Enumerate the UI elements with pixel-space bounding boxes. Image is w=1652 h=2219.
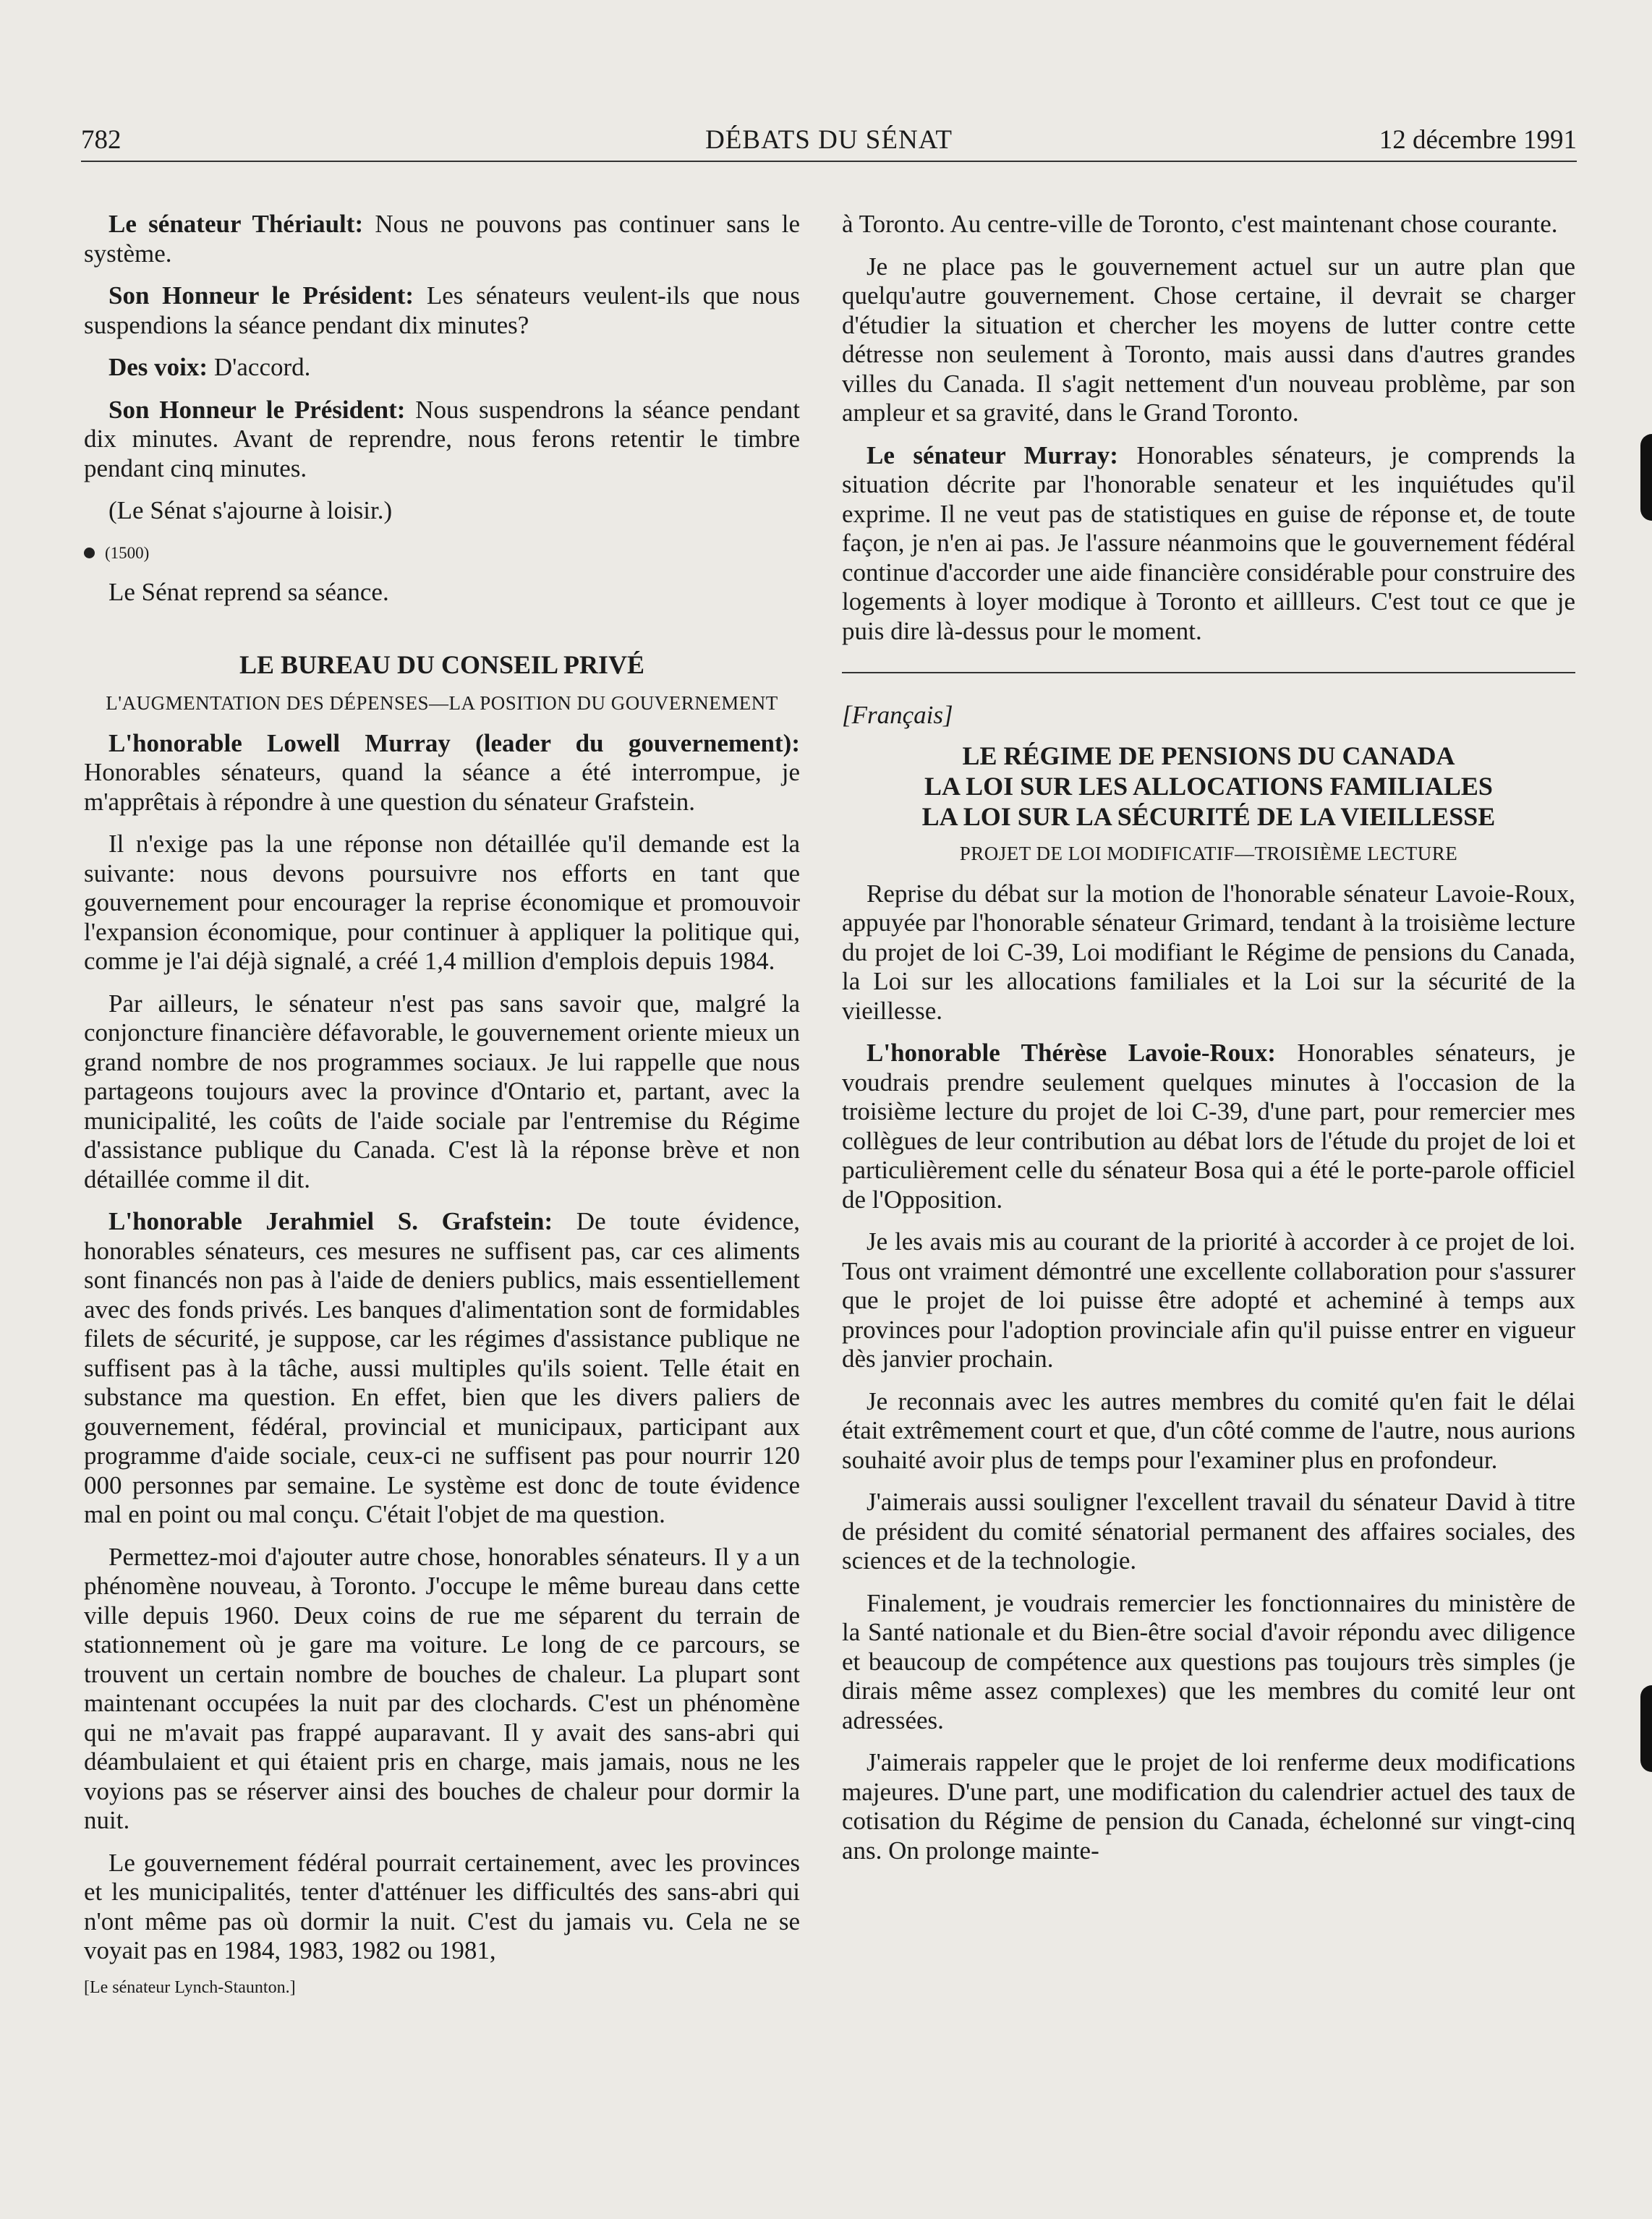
paragraph: Son Honneur le Président: Nous suspendrons la séance pendant dix minutes. Avant de reprendre, nous ferons retentir le timbre pendant cinq minutes.	[84, 395, 800, 482]
paragraph: Reprise du débat sur la motion de l'honorable sénateur Lavoie-Roux, appuyée par l'honorable sénateur Grimard, tendant à la troisième lecture du projet de loi C-39, Loi modifiant le Régime de pensions du Canada, la Loi sur les allocations familiales et la Loi sur la sécurité de la vieillesse.	[842, 879, 1575, 1025]
paragraph: J'aimerais rappeler que le projet de loi renferme deux modifications majeures. D'une part, une modification du calendrier actuel des taux de cotisation du Régime de pension du Canada, échelonné sur vingt-cinq ans. On prolonge mainte-	[842, 1748, 1575, 1865]
speaker-name: Le sénateur Thériault:	[108, 210, 364, 238]
paragraph: Le sénateur Murray: Honorables sénateurs, je comprends la situation décrite par l'honorable senateur et les inquiétudes qu'il exprime. Il ne veut pas de statistiques en guise de réponse et, de toute façon, je n'en ai pas. Je l'assure néanmoins que le gouvernement fédéral continue d'accorder une aide financière considérable pour construire des logements à loyer modique à Toronto et aillleurs. C'est tout ce que je puis dire là-dessus pour le moment.	[842, 440, 1575, 645]
paragraph: Par ailleurs, le sénateur n'est pas sans savoir que, malgré la conjoncture financière défavorable, le gouvernement oriente mieux un grand nombre de nos programmes sociaux. Je lui rappelle que nous partageons toujours avec la province d'Ontario et, partant, avec la municipalité, les coûts de l'aide sociale par l'entremise du Régime d'assistance publique du Canada. C'est là la réponse brève et non détaillée comme il dit.	[84, 989, 800, 1193]
page-header	[81, 124, 1577, 162]
publication-date: 12 décembre 1991	[1379, 125, 1577, 155]
paragraph: Le gouvernement fédéral pourrait certainement, avec les provinces et les municipalités, tenter d'atténuer les difficultés des sans-abri qui n'ont même pas où dormir la nuit. C'est du jamais vu. Cela ne se voyait pas en 1984, 1983, 1982 ou 1981,	[84, 1848, 800, 1964]
section-divider	[842, 672, 1575, 673]
procedural-note: (Le Sénat s'ajourne à loisir.)	[108, 496, 393, 524]
speaker-name: Son Honneur le Président:	[108, 395, 406, 424]
paragraph: Des voix: D'accord.	[108, 353, 311, 381]
paragraph: Le sénateur Thériault: Nous ne pouvons pas continuer sans le système.	[84, 210, 801, 268]
paragraph: Je les avais mis au courant de la priorité à accorder à ce projet de loi. Tous ont vraiment démontré une excellente collaboration pour s'assurer que le projet de loi puisse être adopté et acheminé à temps aux provinces pour l'adoption provinciale afin qu'il puisse entrer en vigueur dès janvier prochain.	[842, 1227, 1575, 1373]
paragraph: L'honorable Jerahmiel S. Grafstein: De toute évidence, honorables sénateurs, ces mesures ne suffisent pas, car ces aliments sont financés non pas à l'aide de deniers publics, mais essentiellement avec des fonds privés. Les banques d'alimentation sont de formidables filets de sécurité, je suppose, car les régimes d'assistance publique ne suffisent pas à la tâche, aussi multiples qu'ils soient. Telle était en substance ma question. En effet, bien que les divers paliers de gouvernement, fédéral, provincial et municipaux, participant aux programme d'aide sociale, ceux-ci ne suffisent pas pour nourrir 120 000 personnes par semaine. Le système est donc de toute évidence mal en point ou mal conçu. C'était l'objet de ma question.	[84, 1207, 800, 1528]
paragraph: Permettez-moi d'ajouter autre chose, honorables sénateurs. Il y a un phénomène nouveau, à Toronto. J'occupe le même bureau dans cette ville depuis 1960. Deux coins de rue me séparent du terrain de stationnement où je gare ma voiture. Le long de ce parcours, se trouvent un certain nombre de bouches de chaleur. La plupart sont maintenant occupées la nuit par des clochards. C'est un phénomène qui ne m'avait pas frappé auparavant. Il y avait des sans-abri qui déambulaient et qui étaient pris en charge, mais jamais, nous ne les voyions pas se réserver ainsi des bouches de chaleur pour dormir la nuit.	[84, 1542, 800, 1834]
paragraph: L'honorable Thérèse Lavoie-Roux: Honorables sénateurs, je voudrais prendre seulement quelques minutes à l'occasion de la troisième lecture du projet de loi C-39, d'une part, pour remercier mes collègues de leur contribution au débat lors de l'étude du projet de loi et particulièrement celle du sénateur Bosa qui a été le porte-parole officiel de l'Opposition.	[842, 1039, 1575, 1214]
paragraph: Finalement, je voudrais remercier les fonctionnaires du ministère de la Santé nationale et du Bien-être social d'avoir répondu avec diligence et beaucoup de compétence aux questions pas toujours très simples (je dirais même assez complexes) que les membres du comité leur ont adressées.	[842, 1588, 1575, 1734]
paragraph: J'aimerais aussi souligner l'excellent travail du sénateur David à titre de président du comité sénatorial permanent des affaires sociales, des sciences et de la technologie.	[842, 1488, 1575, 1575]
speaker-name: L'honorable Thérèse Lavoie-Roux:	[867, 1039, 1276, 1067]
section-heading: LE RÉGIME DE PENSIONS DU CANADA	[962, 741, 1455, 770]
paragraph: Il n'exige pas la une réponse non détaillée qu'il demande est la suivante: nous devons poursuivre nos efforts en tant que gouvernement pour encourager la reprise économique et promouvoir l'expansion économique, pour continuer à appliquer la politique qui, comme je l'ai déjà signalé, a créé 1,4 million d'emplois depuis 1984.	[84, 830, 800, 975]
speaker-name: L'honorable Jerahmiel S. Grafstein:	[108, 1207, 553, 1235]
paragraph: Je ne place pas le gouvernement actuel sur un autre plan que quelqu'autre gouvernement. Chose certaine, il devrait se charger d'étudier la situation et chercher les moyens de lutter contre cette détresse non seulement à Toronto, mais aussi dans d'autres grandes villes du Canada. Il s'agit nettement d'un nouveau problème, par son ampleur et sa gravité, dans le Grand Toronto.	[842, 252, 1575, 427]
section-heading: LA LOI SUR LES ALLOCATIONS FAMILIALES	[924, 771, 1493, 801]
footnote: [Le sénateur Lynch-Staunton.]	[84, 1977, 296, 1997]
speaker-name: Son Honneur le Président:	[108, 281, 414, 310]
left-column	[84, 210, 800, 2002]
language-tag: [Français]	[842, 701, 953, 729]
paragraph: à Toronto. Au centre-ville de Toronto, c'est maintenant chose courante.	[842, 210, 1558, 238]
paragraph: Son Honneur le Président: Les sénateurs veulent-ils que nous suspendions la séance pendant dix minutes?	[84, 281, 800, 339]
page-number: 782	[81, 125, 122, 155]
section-heading: LE BUREAU DU CONSEIL PRIVÉ	[239, 649, 645, 679]
section-subheading: PROJET DE LOI MODIFICATIF—TROISIÈME LECTURE	[959, 842, 1458, 864]
procedural-note: Le Sénat reprend sa séance.	[108, 578, 389, 606]
page-edge-tab	[1640, 434, 1652, 521]
bullet-icon	[84, 548, 95, 558]
paragraph: L'honorable Lowell Murray (leader du gouvernement): Honorables sénateurs, quand la séance a été interrompue, je m'apprêtais à répondre à une question du sénateur Grafstein.	[84, 728, 800, 816]
section-subheading: L'AUGMENTATION DES DÉPENSES—LA POSITION DU GOUVERNEMENT	[106, 691, 778, 714]
page-edge-tab	[1640, 1685, 1652, 1772]
speaker-name: Le sénateur Murray:	[867, 440, 1118, 469]
section-heading: LA LOI SUR LA SÉCURITÉ DE LA VIEILLESSE	[921, 801, 1496, 831]
publication-title: DÉBATS DU SÉNAT	[705, 125, 953, 155]
right-column	[842, 210, 1575, 1878]
speaker-name: L'honorable Lowell Murray (leader du gouvernement):	[108, 728, 800, 757]
paragraph: Je reconnais avec les autres membres du comité qu'en fait le délai était extrêmement court et que, d'un côté comme de l'autre, nous aurions souhaité avoir plus de temps pour l'examiner plus en profondeur.	[842, 1387, 1575, 1474]
speaker-name: Des voix:	[108, 353, 208, 381]
timestamp: (1500)	[84, 539, 800, 568]
